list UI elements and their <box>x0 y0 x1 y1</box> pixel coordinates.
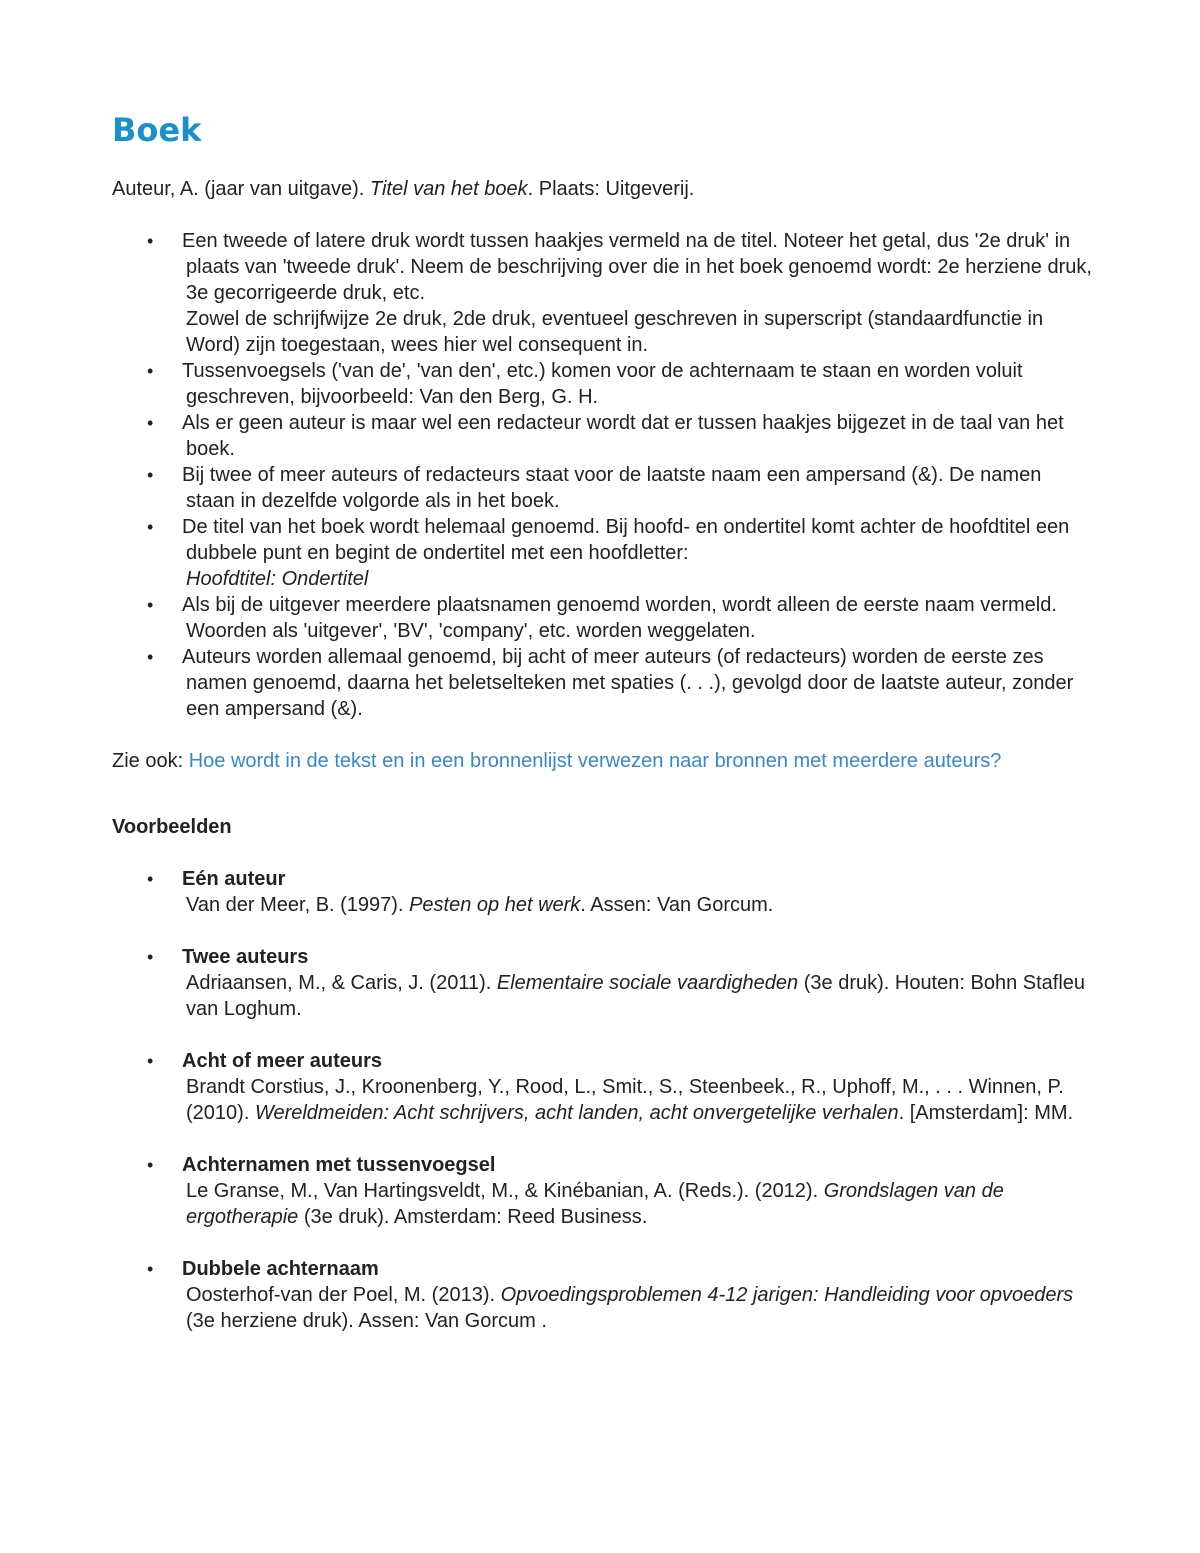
rule-extra: Zowel de schrijfwijze 2e druk, 2de druk, eventueel geschreven in superscript (standaardfunctie in Word) zijn toegestaan, wees hier wel consequent in. <box>186 308 1044 356</box>
list-item <box>112 358 1092 410</box>
bullet-icon: • <box>147 413 154 433</box>
list-item <box>112 410 1092 462</box>
rule-text: De titel van het boek wordt helemaal genoemd. Bij hoofd- en ondertitel komt achter de hoofdtitel een dubbele punt en begint de ondertitel met een hoofdletter: <box>182 516 1070 564</box>
examples-heading: Voorbeelden <box>112 816 232 838</box>
list-item <box>112 592 1092 644</box>
rule-text: Als er geen auteur is maar wel een redacteur wordt dat er tussen haakjes bijgezet in de taal van het boek. <box>182 412 1064 460</box>
example-post: . Assen: Van Gorcum. <box>580 894 774 916</box>
list-item <box>112 944 1092 1022</box>
format-rest: . Plaats: Uitgeverij. <box>527 178 695 200</box>
bullet-icon: • <box>147 647 154 667</box>
example-pre: Brandt Corstius, J., Kroonenberg, Y., Rood, L., Smit., S., Steenbeek., R., Uphoff, M., . . . Winnen, P. (2010). <box>186 1076 1064 1124</box>
list-item <box>112 1152 1092 1230</box>
rule-text: Als bij de uitgever meerdere plaatsnamen genoemd worden, wordt alleen de eerste naam vermeld. Woorden als 'uitgever', 'BV', 'company', etc. worden weggelaten. <box>182 594 1057 642</box>
example-title: Grondslagen van de ergotherapie <box>186 1180 1004 1228</box>
example-post: (3e druk). Amsterdam: Reed Business. <box>298 1206 648 1228</box>
list-item <box>112 1048 1092 1126</box>
bullet-icon: • <box>147 947 154 967</box>
bullet-icon: • <box>147 1051 154 1071</box>
example-title: Elementaire sociale vaardigheden <box>496 972 799 994</box>
example-post: (3e herziene druk). Assen: Van Gorcum . <box>186 1310 547 1332</box>
example-heading: Achternamen met tussenvoegsel <box>182 1154 496 1176</box>
example-pre: Adriaansen, M., & Caris, J. (2011). <box>186 972 497 994</box>
example-post: (3e druk). Houten: Bohn Stafleu van Loghum. <box>186 972 1086 1020</box>
example-heading: Dubbele achternaam <box>182 1258 379 1280</box>
rule-example: Hoofdtitel: Ondertitel <box>186 568 369 590</box>
example-pre: Oosterhof-van der Poel, M. (2013). <box>186 1284 501 1306</box>
bullet-icon: • <box>147 1259 154 1279</box>
list-item <box>112 644 1092 722</box>
page-title: Boek <box>112 111 202 149</box>
bullet-icon: • <box>147 869 154 889</box>
see-also <box>112 748 1092 774</box>
rule-text: Tussenvoegsels ('van de', 'van den', etc.) komen voor de achternaam te staan en worden voluit geschreven, bijvoorbeeld: Van den Berg, G. H. <box>182 360 1023 408</box>
bullet-icon: • <box>147 517 154 537</box>
bullet-icon: • <box>147 595 154 615</box>
see-also-prefix: Zie ook: <box>112 750 189 772</box>
see-also-link[interactable]: Hoe wordt in de tekst en in een bronnenlijst verwezen naar bronnen met meerdere auteurs? <box>188 750 1002 772</box>
example-pre: Le Granse, M., Van Hartingsveldt, M., & Kinébanian, A. (Reds.). (2012). <box>186 1180 824 1202</box>
list-item <box>112 1256 1092 1334</box>
list-item <box>112 228 1092 358</box>
example-pre: Van der Meer, B. (1997). <box>186 894 410 916</box>
bullet-icon: • <box>147 1155 154 1175</box>
rule-text: Bij twee of meer auteurs of redacteurs staat voor de laatste naam een ampersand (&). De namen staan in dezelfde volgorde als in het boek. <box>182 464 1042 512</box>
format-title: Titel van het boek <box>369 178 528 200</box>
example-heading: Eén auteur <box>182 868 286 890</box>
bullet-icon: • <box>147 231 154 251</box>
rule-text: Auteurs worden allemaal genoemd, bij acht of meer auteurs (of redacteurs) worden de eerste zes namen genoemd, daarna het beletselteken met spaties (. . .), gevolgd door de laatste auteur, zonder een ampersand (&). <box>182 646 1074 720</box>
list-item <box>112 866 1092 918</box>
example-title: Wereldmeiden: Acht schrijvers, acht landen, acht onvergetelijke verhalen <box>254 1102 899 1124</box>
list-item <box>112 514 1092 592</box>
bullet-icon: • <box>147 465 154 485</box>
document-page <box>112 108 1092 1360</box>
rules-list <box>112 228 1092 722</box>
list-item <box>112 462 1092 514</box>
example-title: Opvoedingsproblemen 4-12 jarigen: Handleiding voor opvoeders <box>500 1284 1074 1306</box>
format-author: Auteur, A. (jaar van uitgave). <box>112 178 370 200</box>
example-heading: Acht of meer auteurs <box>182 1050 383 1072</box>
rule-text: Een tweede of latere druk wordt tussen haakjes vermeld na de titel. Noteer het getal, dus '2e druk' in plaats van 'tweede druk'. Neem de beschrijving over die in het boek genoemd wordt: 2e herziene druk, 3e gecorrigeerde druk, etc. <box>182 230 1092 304</box>
reference-format <box>112 176 1092 202</box>
example-title: Pesten op het werk <box>409 894 581 916</box>
example-heading: Twee auteurs <box>182 946 309 968</box>
example-post: . [Amsterdam]: MM. <box>898 1102 1074 1124</box>
examples-list <box>112 866 1092 1334</box>
bullet-icon: • <box>147 361 154 381</box>
